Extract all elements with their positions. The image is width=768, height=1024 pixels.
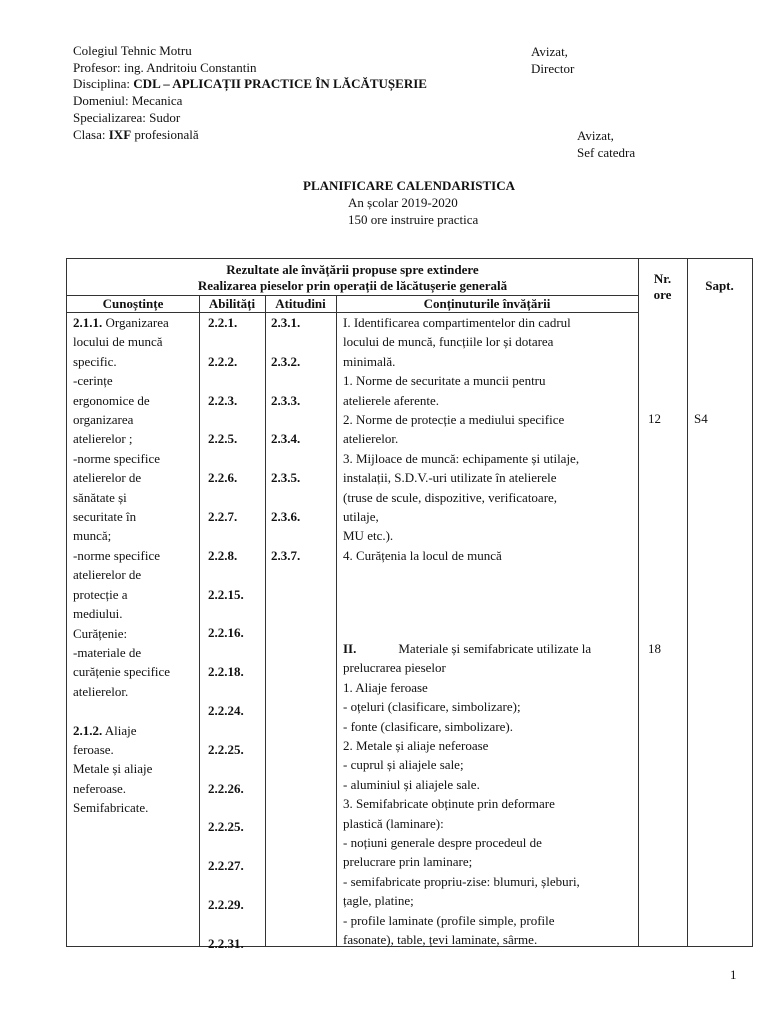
knowledge-line: -norme specifice: [73, 450, 160, 466]
row1-hours: 12: [648, 411, 661, 426]
domain: Domeniul: Mecanica: [73, 93, 183, 108]
knowledge-line: curățenie specifice: [73, 664, 171, 680]
attitude-code: 2.3.5.: [271, 470, 301, 486]
content-line: utilaje,: [343, 509, 379, 525]
knowledge-cell: [73, 313, 170, 818]
knowledge-line: Curățenie:: [73, 625, 128, 641]
knowledge-line: feroase.: [73, 741, 114, 757]
content-line: 1. Aliaje feroase: [343, 679, 428, 695]
knowledge-line: organizarea: [73, 412, 134, 428]
approval-director-label: Avizat,: [531, 44, 568, 59]
attitude-code: 2.3.1.: [271, 315, 301, 330]
row2-hours: 18: [648, 641, 661, 656]
knowledge-line: [73, 701, 170, 720]
knowledge-line: sănătate și: [73, 489, 127, 505]
content-line: locului de muncă, funcțiile lor și dotarea: [343, 334, 554, 350]
col-content-header: Conținuturile învățării: [423, 296, 551, 311]
skill-code: 2.2.24.: [208, 702, 244, 718]
discipline-label: Disciplina:: [73, 76, 131, 91]
skill-code: 2.2.25.: [208, 741, 244, 757]
knowledge-line: Metale și aliaje: [73, 761, 153, 777]
class: [73, 126, 199, 143]
content-line: MU etc.).: [343, 528, 394, 544]
knowledge-line: securitate în: [73, 509, 137, 525]
knowledge-line: atelierelor.: [73, 683, 129, 699]
knowledge-line: ergonomice de: [73, 392, 150, 408]
skill-code: 2.2.27.: [208, 858, 244, 874]
content-line: - profile laminate (profile simple, profile: [343, 912, 555, 928]
page-number: 1: [730, 967, 737, 982]
skills-cell: [208, 313, 244, 973]
knowledge-line: neferoase.: [73, 780, 127, 796]
content-line: atelierelor.: [343, 431, 399, 447]
content-section-title: II. Materiale și semifabricate utilizate la: [343, 641, 592, 656]
content-line: prelucrare prin laminare;: [343, 854, 473, 870]
school-name: Colegiul Tehnic Motru: [73, 43, 192, 58]
row1-week: S4: [694, 411, 708, 426]
skill-code: 2.2.16.: [208, 625, 244, 641]
skill-code: 2.2.7.: [208, 508, 238, 524]
class-label: Clasa:: [73, 127, 106, 142]
table-header-line1: Rezultate ale învățării propuse spre extindere: [226, 262, 479, 277]
skill-code: 2.2.2.: [208, 353, 238, 369]
skill-code: 2.2.3.: [208, 392, 238, 408]
attitude-code: 2.3.4.: [271, 431, 301, 447]
knowledge-line: muncă;: [73, 528, 112, 544]
knowledge-line: -cerințe: [73, 373, 113, 389]
content-line: - semifabricate propriu-zise: blumuri, șleburi,: [343, 873, 580, 889]
content-line: atelierele aferente.: [343, 392, 439, 408]
knowledge-line: 2.1.1. Organizarea: [73, 315, 169, 330]
skill-code: 2.2.31.: [208, 935, 244, 951]
document-title: PLANIFICARE CALENDARISTICA: [303, 178, 515, 193]
content-line: - aluminiul și aliajele sale.: [343, 776, 480, 792]
knowledge-line: protecție a: [73, 586, 128, 602]
col-knowledge-header: Cunoștințe: [102, 296, 164, 311]
content-line: 2. Norme de protecție a mediului specifice: [343, 412, 565, 428]
skill-code: 2.2.18.: [208, 664, 244, 680]
discipline: [73, 75, 427, 92]
col-week-header: Sapt.: [705, 278, 734, 293]
skill-code: 2.2.26.: [208, 780, 244, 796]
content-line: 2. Metale și aliaje neferoase: [343, 738, 489, 754]
skill-code: 2.2.15.: [208, 586, 244, 602]
content-line: instalații, S.D.V.-uri utilizate în atelierele: [343, 470, 557, 486]
attitude-code: 2.3.3.: [271, 392, 301, 408]
approval-head-role: Sef catedra: [577, 145, 636, 160]
content-cell: [343, 313, 579, 565]
knowledge-line: 2.1.2. Aliaje: [73, 722, 137, 738]
attitude-code: 2.3.6.: [271, 508, 301, 524]
content-line: - fonte (clasificare, simbolizare).: [343, 718, 513, 734]
content-line: țagle, platine;: [343, 893, 414, 909]
approval-director-role: Director: [531, 61, 575, 76]
knowledge-line: atelierelor de: [73, 567, 142, 583]
approval-head-label: Avizat,: [577, 128, 614, 143]
knowledge-line: specific.: [73, 353, 117, 369]
content-line: prelucrarea pieselor: [343, 660, 446, 676]
skill-code: 2.2.25.: [208, 819, 244, 835]
attitude-code: 2.3.2.: [271, 353, 301, 369]
content-cell-2: [343, 639, 591, 950]
col-hours-header: Nr. ore: [653, 271, 672, 302]
content-line: 3. Mijloace de muncă: echipamente și utilaje,: [343, 450, 580, 466]
knowledge-line: atelierelor ;: [73, 431, 133, 447]
content-line: plastică (laminare):: [343, 815, 444, 831]
table-header-line2: Realizarea pieselor prin operații de lăcătușerie generală: [197, 278, 508, 293]
content-line: - oțeluri (clasificare, simbolizare);: [343, 699, 521, 715]
skill-code: 2.2.29.: [208, 896, 244, 912]
planning-table: [66, 258, 753, 951]
col-skills-header: Abilități: [208, 296, 256, 311]
knowledge-line: -norme specifice: [73, 547, 160, 563]
content-line: - cuprul și aliajele sale;: [343, 757, 464, 773]
class-value: IXF: [108, 127, 132, 142]
content-line: 3. Semifabricate obținute prin deformare: [343, 796, 555, 812]
content-line: 1. Norme de securitate a muncii pentru: [343, 373, 546, 389]
skill-code: 2.2.1.: [208, 315, 238, 330]
school-year: An școlar 2019-2020: [348, 195, 458, 210]
content-line: fasonate), table, țevi laminate, sârme.: [343, 932, 538, 948]
skill-code: 2.2.8.: [208, 547, 238, 563]
teacher-name: Profesor: ing. Andritoiu Constantin: [73, 60, 257, 75]
content-line: (truse de scule, dispozitive, verificatoare,: [343, 489, 558, 505]
knowledge-line: -materiale de: [73, 644, 142, 660]
col-attitudes-header: Atitudini: [275, 296, 326, 311]
content-line: 4. Curățenia la locul de muncă: [343, 547, 502, 563]
attitude-code: 2.3.7.: [271, 547, 301, 563]
class-suffix: profesională: [134, 127, 199, 142]
content-line: I. Identificarea compartimentelor din cadrul: [343, 315, 571, 330]
skill-code: 2.2.5.: [208, 431, 238, 447]
specialization: Specializarea: Sudor: [73, 110, 181, 125]
knowledge-line: mediului.: [73, 606, 123, 622]
training-hours: 150 ore instruire practica: [348, 212, 479, 227]
content-line: minimală.: [343, 353, 396, 369]
attitudes-cell: [271, 313, 300, 585]
content-line: - noțiuni generale despre procedeul de: [343, 835, 542, 851]
knowledge-line: locului de muncă: [73, 334, 163, 350]
skill-code: 2.2.6.: [208, 470, 238, 486]
knowledge-line: atelierelor de: [73, 470, 142, 486]
discipline-value: CDL – APLICAȚII PRACTICE ÎN LĂCĂTUȘERIE: [133, 76, 427, 91]
knowledge-line: Semifabricate.: [73, 800, 149, 816]
